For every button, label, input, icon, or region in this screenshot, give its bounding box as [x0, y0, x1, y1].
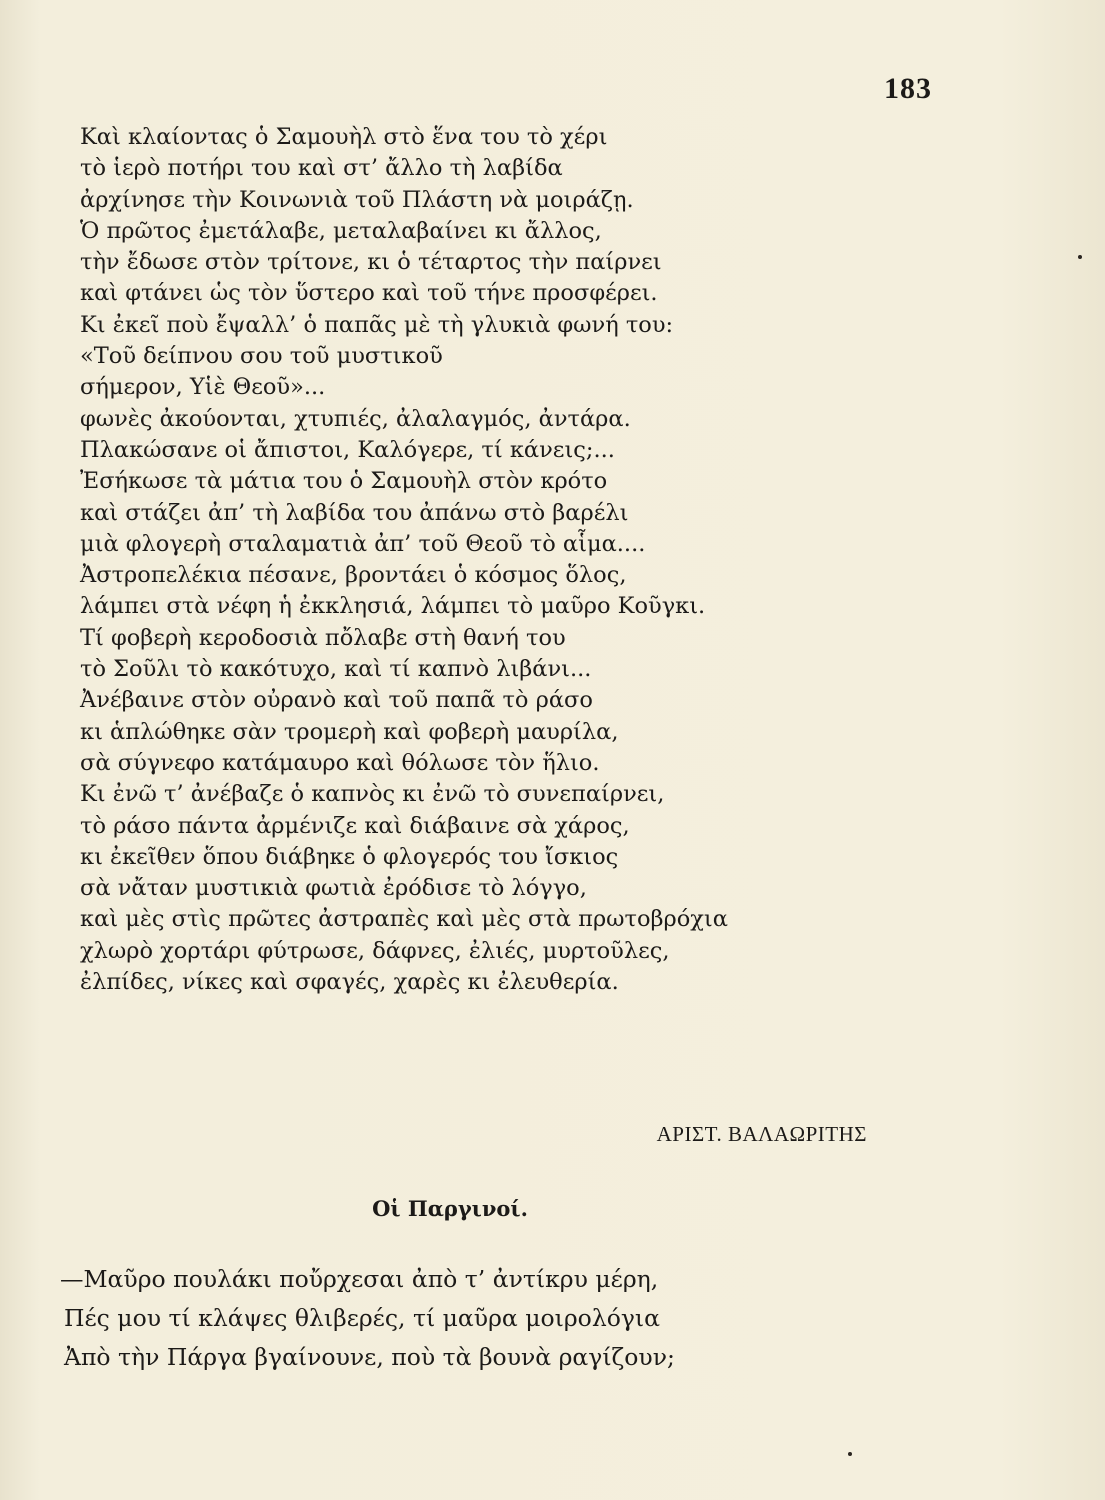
- poem-line: ἐλπίδες, νίκες καὶ σφαγές, χαρὲς κι ἐλευθερία.: [80, 969, 619, 996]
- poem-line: κι ἁπλώθηκε σὰν τρομερὴ καὶ φοβερὴ μαυρίλα,: [80, 718, 619, 745]
- poem-author: ΑΡΙΣΤ. ΒΑΛΑΩΡΙΤΗΣ: [656, 1122, 867, 1146]
- section-title: Οἱ Παργινοί.: [372, 1196, 528, 1221]
- poem-line: Καὶ κλαίοντας ὁ Σαμουὴλ στὸ ἕνα του τὸ χέρι: [80, 124, 608, 150]
- poem-valaoritis: [80, 122, 930, 998]
- poem-line: τὸ ράσο πάντα ἀρμένιζε καὶ διάβαινε σὰ χάρος,: [80, 812, 630, 839]
- poem-line: λάμπει στὰ νέφη ἡ ἐκκλησιά, λάμπει τὸ μαῦρο Κοῦγκι.: [80, 593, 706, 620]
- poem-line: χλωρὸ χορτάρι φύτρωσε, δάφνες, ἐλιές, μυρτοῦλες,: [80, 937, 670, 964]
- poem-line: τὸ Σοῦλι τὸ κακότυχο, καὶ τί καπνὸ λιβάνι...: [80, 656, 592, 683]
- poem-parginoi: [60, 1260, 960, 1377]
- poem-line: Ἐσήκωσε τὰ μάτια του ὁ Σαμουὴλ στὸν κρότο: [80, 468, 608, 495]
- poem-line: τὸ ἱερὸ ποτήρι του καὶ στ’ ἄλλο τὴ λαβίδα: [80, 155, 563, 182]
- poem-line: Ἀστροπελέκια πέσανε, βροντάει ὁ κόσμος ὅλος,: [80, 562, 627, 589]
- poem-line: καὶ μὲς στὶς πρῶτες ἀστραπὲς καὶ μὲς στὰ πρωτοβρόχια: [80, 906, 728, 933]
- poem-line: Πές μου τί κλάψες θλιβερές, τί μαῦρα μοιρολόγια: [64, 1304, 660, 1332]
- poem-line: Ὁ πρῶτος ἐμετάλαβε, μεταλαβαίνει κι ἄλλος,: [80, 217, 602, 244]
- print-speck: [848, 1452, 852, 1456]
- poem-line: σὰ σύγνεφο κατάμαυρο καὶ θόλωσε τὸν ἥλιο.: [80, 749, 600, 776]
- page-number: 183: [884, 72, 932, 105]
- poem-line: Τί φοβερὴ κεροδοσιὰ πὄλαβε στὴ θανή του: [80, 624, 566, 651]
- poem-line: Κι ἐνῶ τ’ ἀνέβαζε ὁ καπνὸς κι ἐνῶ τὸ συνεπαίρνει,: [80, 781, 665, 808]
- poem-line: Πλακώσανε οἱ ἄπιστοι, Καλόγερε, τί κάνεις;...: [80, 436, 615, 463]
- poem-line: σὰ νἄταν μυστικιὰ φωτιὰ ἐρόδισε τὸ λόγγο,: [80, 875, 587, 902]
- poem-line: σήμερον, Υἱὲ Θεοῦ»...: [80, 374, 326, 401]
- poem-line: φωνὲς ἀκούονται, χτυπιές, ἀλαλαγμός, ἀντάρα.: [80, 405, 631, 432]
- print-speck: [1078, 255, 1082, 259]
- poem-line: Ἀπὸ τὴν Πάργα βγαίνουνε, ποὺ τὰ βουνὰ ραγίζουν;: [64, 1343, 675, 1371]
- poem-line: κι ἐκεῖθεν ὅπου διάβηκε ὁ φλογερός του ἴσκιος: [80, 843, 619, 870]
- poem-line: «Τοῦ δείπνου σου τοῦ μυστικοῦ: [80, 343, 443, 370]
- poem-line: Ἀνέβαινε στὸν οὐρανὸ καὶ τοῦ παπᾶ τὸ ράσο: [80, 687, 593, 714]
- poem-line: μιὰ φλογερὴ σταλαματιὰ ἀπ’ τοῦ Θεοῦ τὸ αἷμα....: [80, 530, 646, 557]
- poem-line: τὴν ἔδωσε στὸν τρίτονε, κι ὁ τέταρτος τὴν παίρνει: [80, 249, 662, 276]
- poem-line: Κι ἐκεῖ ποὺ ἔψαλλ’ ὁ παπᾶς μὲ τὴ γλυκιὰ φωνή του:: [80, 311, 674, 338]
- poem-line: καὶ στάζει ἀπ’ τὴ λαβίδα του ἀπάνω στὸ βαρέλι: [80, 499, 629, 526]
- poem-line: ἀρχίνησε τὴν Κοινωνιὰ τοῦ Πλάστη νὰ μοιράζῃ.: [80, 186, 634, 213]
- poem-line: καὶ φτάνει ὡς τὸν ὕστερο καὶ τοῦ τήνε προσφέρει.: [80, 280, 658, 307]
- poem-line: —Μαῦρο πουλάκι ποὔρχεσαι ἀπὸ τ’ ἀντίκρυ μέρη,: [60, 1265, 659, 1293]
